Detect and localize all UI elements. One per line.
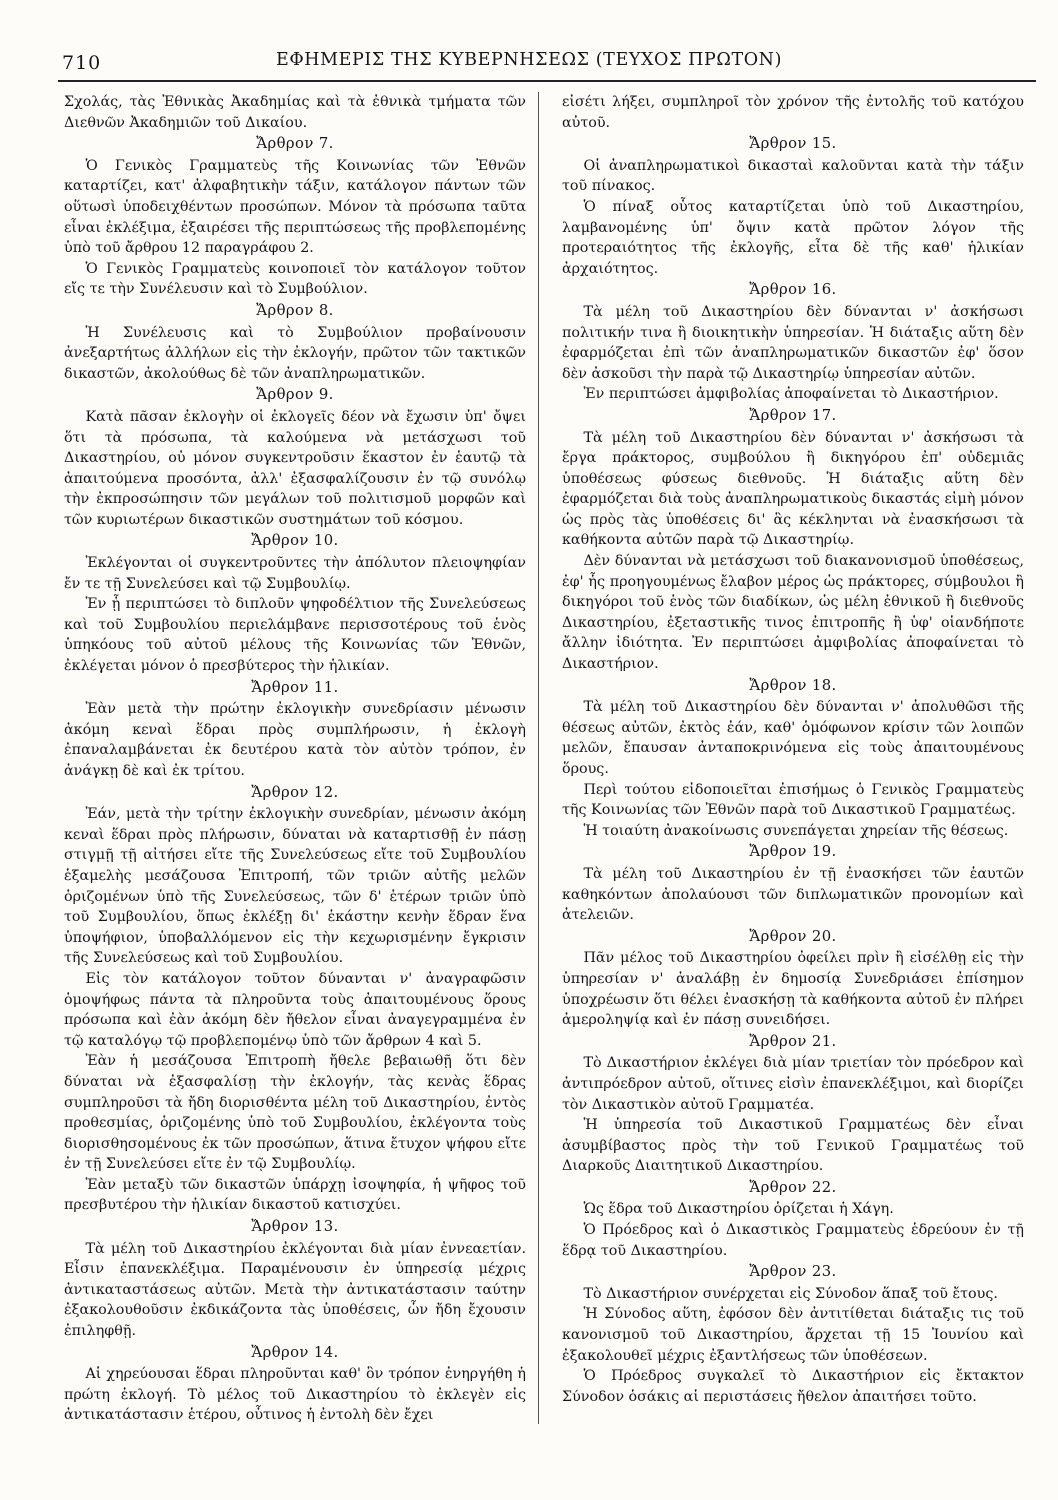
article-23-paragraph-2: Ἡ Σύνοδος αὕτη, ἐφόσον δὲν ἀντιτίθεται διάταξις τις τοῦ κανονισμοῦ τοῦ Δικαστηρίου, ἄρχεται τῇ 15 Ἰουνίου καὶ ἐξακολουθεῖ μέχρις ἐξαντλήσεως τῶν ὑποθέσεων. [562,1306,1024,1364]
article-12-paragraph-4: Ἐὰν μεταξὺ τῶν δικαστῶν ὑπάρχῃ ἰσοψηφία, ἡ ψῆφος τοῦ πρεσβυτέρου τὴν ἡλικίαν δικαστοῦ κατισχύει. [64,1176,526,1214]
article-16-heading: Ἄρθρον 16. [749,281,837,299]
column-divider [538,92,539,1424]
article-12-paragraph-1: Ἐάν, μετὰ τὴν τρίτην ἐκλογικὴν συνεδρίαν, μένωσιν ἀκόμη κεναὶ ἕδραι πρὸς πλήρωσιν, δύναται νὰ καταρτισθῇ ἐν πάσῃ στιγμῇ τῇ αἰτήσει εἴτε τῆς Συνελεύσεως εἴτε τοῦ Συμβουλίου ἑξαμελὴς μεσάζουσα Ἐπιτροπή, τῶν τριῶν αὐτῆς μελῶν ὁριζομένων ὑπὸ τῆς Συνελεύσεως, τῶν δ' ἑτέρων τριῶν ὑπὸ τοῦ Συμβουλίου, ὅπως ἐκλέξῃ δι' ἑκάστην κενὴν ἕδραν ἕνα ὑποψήφιον, ὑποβαλλόμενον εἰς τὴν κεχωρισμένην ἔγκρισιν τῆς Συνελεύσεως καὶ τοῦ Συμβουλίου. [64,806,526,967]
article-21-heading: Ἄρθρον 21. [749,1032,837,1050]
article-22-heading: Ἄρθρον 22. [749,1178,837,1196]
article-8-paragraph-1: Ἡ Συνέλευσις καὶ τὸ Συμβούλιον προβαίνουσιν ἀνεξαρτήτως ἀλλήλων εἰς τὴν ἐκλογήν, πρῶτον τῶν τακτικῶν δικαστῶν, ἀκολούθως δὲ τῶν ἀναπληρωματικῶν. [64,324,526,382]
running-title: ΕΦΗΜΕΡΙΣ ΤΗΣ ΚΥΒΕΡΝΗΣΕΩΣ (ΤΕΥΧΟΣ ΠΡΩΤΟΝ) [275,50,783,70]
article-10-paragraph-2: Ἐν ᾗ περιπτώσει τὸ διπλοῦν ψηφοδέλτιον τῆς Συνελεύσεως καὶ τοῦ Συμβουλίου περιελάμβανε περισσοτέρους τοῦ ἑνὸς ὑπηκόους τοῦ αὐτοῦ μέλους τῆς Κοινωνίας τῶν Ἐθνῶν, ἐκλέγεται μόνον ὁ πρεσβύτερος τὴν ἡλικίαν. [64,596,526,675]
article-19-paragraph-1: Τὰ μέλη τοῦ Δικαστηρίου ἐν τῇ ἐνασκήσει τῶν ἑαυτῶν καθηκόντων ἀπολαύουσι τῶν διπλωματικῶν προνομίων καὶ ἀτελειῶν. [562,865,1024,924]
article-10-heading: Ἄρθρον 10. [251,532,339,550]
article-18-paragraph-2: Περὶ τούτου εἰδοποιεῖται ἐπισήμως ὁ Γενικὸς Γραμματεὺς τῆς Κοινωνίας τῶν Ἐθνῶν παρὰ τοῦ Δικαστικοῦ Γραμματέως. [562,781,1024,819]
article-12-heading: Ἄρθρον 12. [251,783,339,801]
article-19-heading: Ἄρθρον 19. [749,843,837,861]
article-23-paragraph-1: Τὸ Δικαστήριον συνέρχεται εἰς Σύνοδον ἅπαξ τοῦ ἔτους. [583,1285,998,1302]
article-7-paragraph-1: Ὁ Γενικὸς Γραμματεὺς τῆς Κοινωνίας τῶν Ἐθνῶν καταρτίζει, κατ' ἀλφαβητικὴν τάξιν, κατάλογον πάντων τῶν οὕτωσὶ ὑποδειχθέντων προσώπων. Μόνον τὰ πρόσωπα ταῦτα εἶναι ἐκλέξιμα, ἐξαιρέσει τῆς περιπτώσεως τῆς προβλεπομένης ὑπὸ τοῦ ἄρθρου 12 παραγράφου 2. [64,157,526,257]
article-16-paragraph-1: Τὰ μέλη τοῦ Δικαστηρίου δὲν δύνανται ν' ἀσκήσωσι πολιτικήν τινα ἢ διοικητικὴν ὑπηρεσίαν. Ἡ διάταξις αὕτη δὲν ἐφαρμόζεται ἐπὶ τῶν ἀναπληρωματικῶν δικαστῶν ἐφ' ὅσον δὲν ἀσκοῦσι τὴν παρὰ τῷ Δικαστηρίῳ ὑπηρεσίαν αὐτῶν. [562,303,1024,382]
continuation-paragraph: Σχολάς, τὰς Ἐθνικὰς Ἀκαδημίας καὶ τὰ ἐθνικὰ τμήματα τῶν Διεθνῶν Ἀκαδημιῶν τοῦ Δικαίου. [64,94,526,131]
article-17-paragraph-2: Δὲν δύνανται νὰ μετάσχωσι τοῦ διακανονισμοῦ ὑποθέσεως, ἐφ' ἧς προηγουμένως ἔλαβον μέρος ὡς πράκτορες, σύμβουλοι ἢ δικηγόροι τοῦ ἑνὸς τῶν διαδίκων, ὡς μέλη ἐθνικοῦ ἢ διεθνοῦς Δικαστηρίου, ἐξεταστικῆς τινος ἐπιτροπῆς ἢ ὑφ' οἱανδήποτε ἄλλην ἰδιότητα. Ἐν περιπτώσει ἀμφιβολίας ἀποφαίνεται τὸ Δικαστήριον. [562,553,1024,673]
article-23-heading: Ἄρθρον 23. [749,1263,837,1281]
article-13-heading: Ἄρθρον 13. [251,1218,339,1236]
article-20-heading: Ἄρθρον 20. [749,927,837,945]
article-9-heading: Ἄρθρον 9. [256,386,334,404]
article-14-paragraph-1: Αἱ χηρεύουσαι ἕδραι πληροῦνται καθ' ὃν τρόπον ἐνηργήθη ἡ πρώτη ἐκλογή. Τὸ μέλος τοῦ Δικαστηρίου τὸ ἐκλεγὲν εἰς ἀντικατάστασιν ἑτέρου, οὗτινος ἡ ἐντολὴ δὲν ἔχει [64,1366,526,1424]
article-12-paragraph-3: Ἐὰν ἡ μεσάζουσα Ἐπιτροπὴ ἤθελε βεβαιωθῇ ὅτι δὲν δύναται νὰ ἐξασφαλίσῃ τὴν ἐκλογήν, τὰς κενὰς ἕδρας συμπληροῦσι τὰ ἤδη διορισθέντα μέλη τοῦ Δικαστηρίου, ἐντὸς προθεσμίας, ὁριζομένης ὑπὸ τοῦ Συμβουλίου, ἐκλέγοντα τοὺς διορισθησομένους ἐκ τῶν προσώπων, ἅτινα ἔτυχον ψήφου εἴτε ἐν τῇ Συνελεύσει εἴτε ἐν τῷ Συμβουλίῳ. [64,1053,526,1173]
article-15-paragraph-2: Ὁ πίναξ οὗτος καταρτίζεται ὑπὸ τοῦ Δικαστηρίου, λαμβανομένης ὑπ' ὄψιν κατὰ πρῶτον λόγον τῆς προτεραιότητος τῆς ἐκλογῆς, εἶτα δὲ τῆς καθ' ἡλικίαν ἀρχαιότητος. [562,198,1024,277]
article-10-paragraph-1: Ἐκλέγονται οἱ συγκεντροῦντες τὴν ἀπόλυτον πλειοψηφίαν ἔν τε τῇ Συνελεύσει καὶ τῷ Συμβουλίῳ. [64,555,526,592]
article-11-heading: Ἄρθρον 11. [251,678,339,696]
header-rule [58,80,1036,82]
left-column [64,92,526,1426]
right-column [562,92,1024,1407]
article-23-paragraph-3: Ὁ Πρόεδρος συγκαλεῖ τὸ Δικαστήριον εἰς ἔκτακτον Σύνοδον ὁσάκις αἱ περιστάσεις ἤθελον ἀπαιτήσει τοῦτο. [562,1368,1024,1405]
article-11-paragraph-1: Ἐὰν μετὰ τὴν πρώτην ἐκλογικὴν συνεδρίασιν μένωσιν ἀκόμη κεναὶ ἕδραι πρὸς συμπλήρωσιν, ἡ ἐκλογὴ ἐπαναλαμβάνεται ἐκ δευτέρου κατὰ τὸν αὐτὸν τρόπον, ἐν ἀνάγκῃ δὲ καὶ ἐκ τρίτου. [64,701,526,779]
article-9-paragraph-1: Κατὰ πᾶσαν ἐκλογὴν οἱ ἐκλογεῖς δέον νὰ ἔχωσιν ὑπ' ὄψει ὅτι τὰ πρόσωπα, τὰ καλούμενα νὰ μετάσχωσι τοῦ Δικαστηρίου, οὐ μόνον συγκεντροῦσιν ἕκαστον ἐν ἑαυτῷ τὰ ἀπαιτούμενα προσόντα, ἀλλ' ἐξασφαλίζουσιν ἐν τῷ συνόλῳ τὴν ἐκπροσώπησιν τῶν μεγάλων τοῦ πολιτισμοῦ μορφῶν καὶ τῶν κυριωτέρων δικαστικῶν συστημάτων τοῦ κόσμου. [64,408,526,528]
article-13-paragraph-1: Τὰ μέλη τοῦ Δικαστηρίου ἐκλέγονται διὰ μίαν ἐννεαετίαν. Εἶσιν ἐπανεκλέξιμα. Παραμένουσιν ἐν ὑπηρεσίᾳ μέχρις ἀντικαταστάσεως αὐτῶν. Μετὰ τὴν ἀντικατάστασιν ταύτην ἐξακολουθοῦσιν ἐκδικάζοντα τὰς ὑποθέσεις, ὧν ἤδη ἔχουσιν ἐπιληφθῇ. [64,1240,526,1340]
article-18-heading: Ἄρθρον 18. [749,676,837,694]
article-8-heading: Ἄρθρον 8. [256,301,334,319]
article-17-heading: Ἄρθρον 17. [749,406,837,424]
article-16-paragraph-2: Ἐν περιπτώσει ἀμφιβολίας ἀποφαίνεται τὸ Δικαστήριον. [583,386,999,403]
article-18-paragraph-3: Ἡ τοιαύτη ἀνακοίνωσις συνεπάγεται χηρείαν τῆς θέσεως. [583,822,1009,839]
article-21-paragraph-2: Ἡ ὑπηρεσία τοῦ Δικαστικοῦ Γραμματέως δὲν εἶναι ἀσυμβίβαστος πρὸς τὴν τοῦ Γενικοῦ Γραμματέως τοῦ Διαρκοῦς Διαιτητικοῦ Δικαστηρίου. [562,1117,1024,1175]
article-17-paragraph-1: Τὰ μέλη τοῦ Δικαστηρίου δὲν δύνανται ν' ἀσκήσωσι τὰ ἔργα πράκτορος, συμβούλου ἢ δικηγόρου ἐπ' οὐδεμιᾶς ὑποθέσεως φύσεως διεθνοῦς. Ἡ διάταξις αὕτη δὲν ἐφαρμόζεται διὰ τοὺς ἀναπληρωματικοὺς δικαστάς εἰμὴ μόνον ὡς πρὸς τὰς ὑποθέσεις δι' ἃς κέκληνται νὰ ἐνασκήσωσι τὰ καθήκοντα αὐτῶν παρὰ τῷ Δικαστηρίῳ. [562,429,1024,549]
article-15-heading: Ἄρθρον 15. [749,135,837,153]
article-22-paragraph-2: Ὁ Πρόεδρος καὶ ὁ Δικαστικὸς Γραμματεὺς ἑδρεύουν ἐν τῇ ἕδρᾳ τοῦ Δικαστηρίου. [562,1222,1024,1259]
article-12-paragraph-2: Εἰς τὸν κατάλογον τοῦτον δύνανται ν' ἀναγραφῶσιν ὁμοψήφως πάντα τὰ πληροῦντα τοὺς ἀπαιτουμένους ὅρους πρόσωπα καὶ ἐὰν ἀκόμη δὲν ἤθελον εἶναι ἀναγεγραμμένα ἐν τῷ καταλόγῳ τῷ προβλεπομένῳ ὑπὸ τῶν ἄρθρων 4 καὶ 5. [64,970,526,1049]
article-7-paragraph-2: Ὁ Γενικὸς Γραμματεὺς κοινοποιεῖ τὸν κατάλογον τοῦτον εἴς τε τὴν Συνέλευσιν καὶ τὸ Συμβούλιον. [64,260,526,298]
article-18-paragraph-1: Τὰ μέλη τοῦ Δικαστηρίου δὲν δύνανται ν' ἀπολυθῶσι τῆς θέσεως αὐτῶν, ἐκτὸς ἐάν, καθ' ὁμόφωνον κρίσιν τῶν λοιπῶν μελῶν, ἔπαυσαν ἀνταποκρινόμενα εἰς τοὺς ἀπαιτουμένους ὅρους. [562,699,1024,777]
article-15-paragraph-1: Οἱ ἀναπληρωματικοὶ δικασταὶ καλοῦνται κατὰ τὴν τάξιν τοῦ πίνακος. [562,157,1024,195]
page-number: 710 [62,52,102,74]
article-22-paragraph-1: Ὡς ἕδρα τοῦ Δικαστηρίου ὁρίζεται ἡ Χάγη. [583,1201,894,1218]
article-20-paragraph-1: Πᾶν μέλος τοῦ Δικαστηρίου ὀφείλει πρὶν ἢ εἰσέλθῃ εἰς τὴν ὑπηρεσίαν ν' ἀναλάβῃ ἐν δημοσίᾳ Συνεδριάσει ἐπίσημον ὑποχρέωσιν ὅτι θέλει ἐνασκήσῃ τὰ καθήκοντα αὐτοῦ ἐν πλήρει ἀμεροληψίᾳ καὶ ἐν πάσῃ συνειδήσει. [562,950,1024,1029]
article-14-heading: Ἄρθρον 14. [251,1343,339,1361]
continuation-paragraph: εἰσέτι λήξει, συμπληροῖ τὸν χρόνον τῆς ἐντολῆς τοῦ κατόχου αὐτοῦ. [562,94,1024,131]
article-21-paragraph-1: Τὸ Δικαστήριον ἐκλέγει διὰ μίαν τριετίαν τὸν πρόεδρον καὶ ἀντιπρόεδρον αὐτοῦ, οἵτινες εἰσὶν ἐπανεκλέξιμοι, καὶ διορίζει τὸν Δικαστικὸν αὐτοῦ Γραμματέα. [562,1055,1024,1113]
article-7-heading: Ἄρθρον 7. [256,135,334,153]
